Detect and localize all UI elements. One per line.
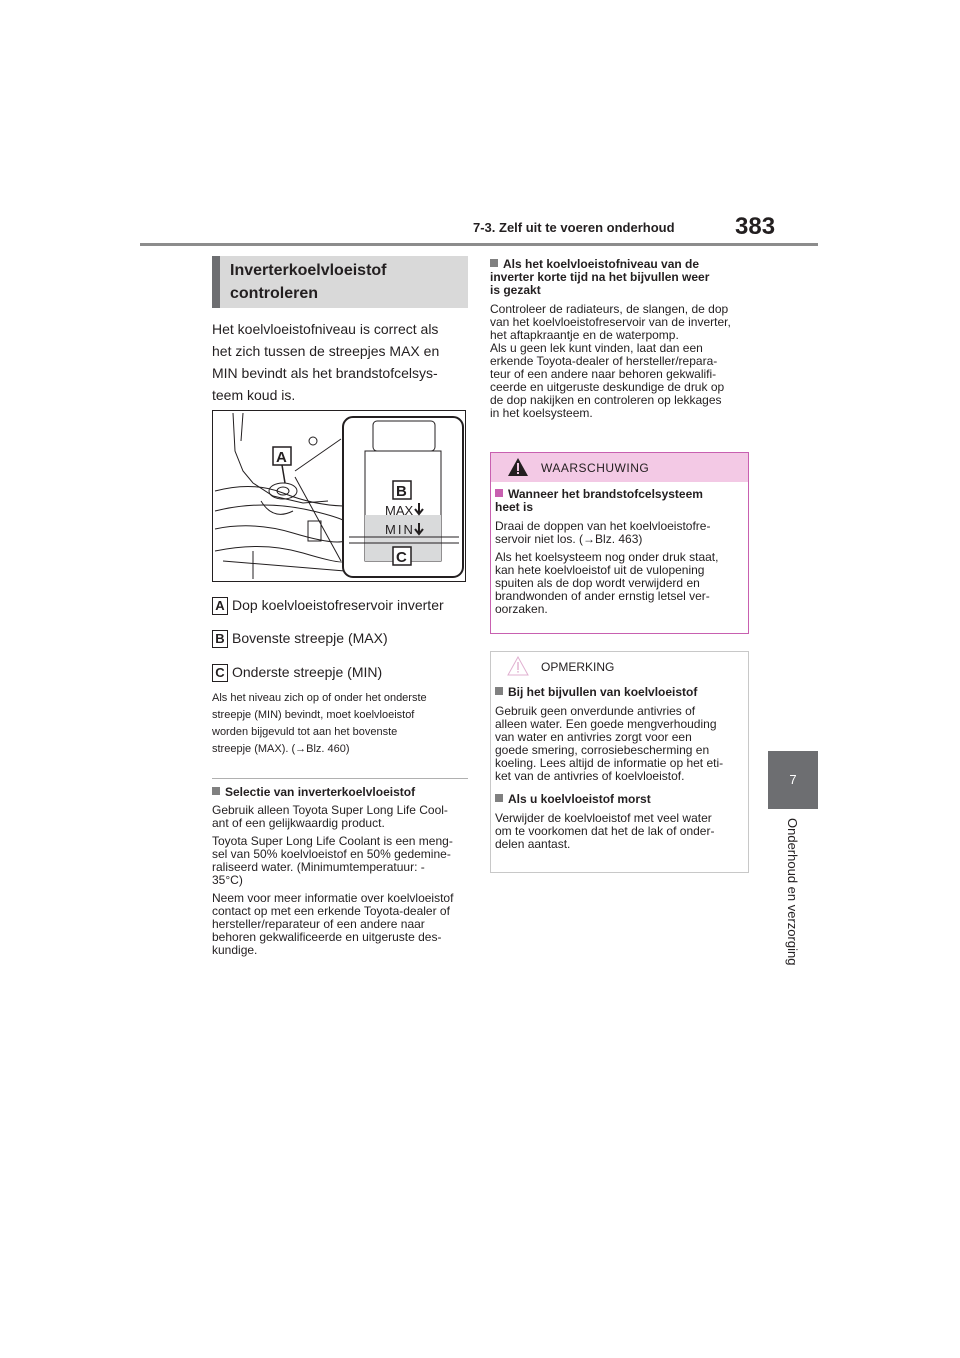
intro-line: MIN bevindt als het brandstofcelsys- <box>212 365 438 381</box>
warning-heading: WAARSCHUWING <box>541 461 650 475</box>
reservoir-illustration <box>212 410 466 582</box>
warning-icon <box>507 457 529 477</box>
paragraph: Verwijder de koelvloeistof met veel water om te voorkomen dat het de lak of onder- delen aantast. <box>495 811 715 851</box>
subsection-heading: Als het koelvloeistofniveau van de inverter korte tijd na het bijvullen weer is gezakt <box>490 257 710 297</box>
reservoir-drawing <box>213 411 465 581</box>
fill-note-line: streepje (MAX). (→Blz. 460) <box>212 743 350 755</box>
warning-header <box>491 453 748 482</box>
intro-line: het zich tussen de streepjes MAX en <box>212 343 440 359</box>
section-title-line-2: controleren <box>230 285 319 302</box>
callout-text: Onderste streepje (MIN) <box>232 664 383 680</box>
callout-text: Bovenste streepje (MAX) <box>232 630 388 646</box>
fill-note-line: streepje (MIN) bevindt, moet koelvloeistof <box>212 709 415 721</box>
paragraph: Neem voor meer informatie over koelvloeistof contact op met een erkende Toyota-dealer of hersteller/reparateur of een andere naar behoren gekwalificeerde en uitgeruste des- kundige. <box>212 891 454 957</box>
section-divider <box>212 778 468 779</box>
callout-c <box>212 664 468 684</box>
paragraph: Toyota Super Long Life Coolant is een meng- sel van 50% koelvloeistof en 50% gedemine- raliseerd water. (Minimumtemperatuur: - 35°C) <box>212 834 453 887</box>
paragraph: Gebruik alleen Toyota Super Long Life Cool- ant of een gelijkwaardig product. <box>212 803 448 830</box>
paragraph: Gebruik geen onverdunde antivries of alleen water. Een goede mengverhouding van water en antivries zorgt voor een goede smering, corrosiebescherming en koeling. Lees altijd de informatie op het eti- ket van de antivries of koelvloeistof. <box>495 704 724 783</box>
header-rule <box>140 243 818 246</box>
subsection-heading: Selectie van inverterkoelvloeistof <box>212 786 472 799</box>
fill-note-line: worden bijgevuld tot aan het bovenste <box>212 726 398 738</box>
callout-a <box>212 597 468 617</box>
notice-box <box>490 651 749 873</box>
page-number: 383 <box>735 213 776 240</box>
section-title <box>212 256 468 308</box>
header-section-title: 7-3. Zelf uit te voeren onderhoud <box>473 220 675 235</box>
chapter-tab[interactable]: 7 <box>768 751 818 809</box>
svg-text:A: A <box>276 449 287 466</box>
fill-note <box>212 690 468 758</box>
section-title-line-1: Inverterkoelvloeistof <box>230 262 387 279</box>
svg-text:B: B <box>396 483 407 500</box>
intro-line: Het koelvloeistofniveau is correct als <box>212 321 439 337</box>
callout-tag-b: B <box>212 630 228 648</box>
paragraph: Controleer de radiateurs, de slangen, de dop van het koelvloeistofreservoir van de inverter, het aftapkraantje en de waterpomp. Als u geen lek kunt vinden, laat dan een erkende Toyota-dealer of hersteller/repara- teur of een andere naar behoren gekwalifi- ceerde en uitgeruste deskundige de druk op de dop nakijken en controleren op lekkages in het koelsysteem. <box>490 302 731 420</box>
notice-subheading: Bij het bijvullen van koelvloeistof <box>495 686 745 699</box>
callout-b <box>212 630 468 650</box>
svg-text:C: C <box>396 549 407 566</box>
warning-subheading: Wanneer het brandstofcelsysteem heet is <box>495 487 703 514</box>
callout-tag-a: A <box>212 597 228 615</box>
notice-heading: OPMERKING <box>541 660 615 674</box>
intro-paragraph <box>212 318 468 406</box>
warning-box <box>490 452 749 634</box>
notice-subheading: Als u koelvloeistof morst <box>495 793 745 806</box>
min-marking: MIN <box>385 522 415 537</box>
max-marking: MAX <box>385 503 414 518</box>
callout-text: Dop koelvloeistofreservoir inverter <box>232 597 444 613</box>
fill-note-line: Als het niveau zich op of onder het onderste <box>212 692 427 704</box>
coolant-selection-section <box>212 786 472 957</box>
intro-line: teem koud is. <box>212 387 296 403</box>
paragraph: Draai de doppen van het koelvloeistofre- servoir niet los. (→Blz. 463) <box>495 519 711 546</box>
caution-icon <box>507 656 529 676</box>
callout-tag-c: C <box>212 664 228 682</box>
chapter-title: Onderhoud en verzorging <box>785 818 800 966</box>
paragraph: Als het koelsysteem nog onder druk staat, kan hete koelvloeistof uit de vulopening spuiten als de dop wordt verwijderd en brandwonden of ander ernstig letsel ver- oorzaken. <box>495 550 719 616</box>
coolant-drop-section <box>490 258 752 420</box>
